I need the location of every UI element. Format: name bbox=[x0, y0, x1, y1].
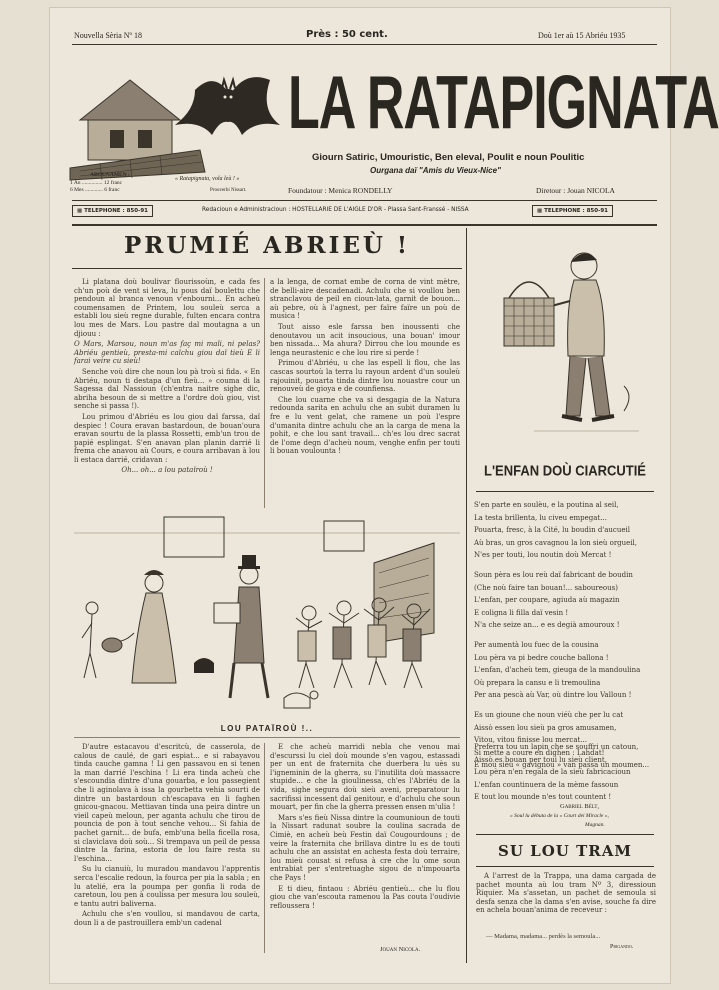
paragraph: A l'arrest de la Trappa, una dama cargada de pachet mounta aù lou tram Nº 3, diressioun Riquier. Ma s'assetan, un pachet de semoula si desfa senza che la dama s'en avise, souche fa dire en achela bouan'anima de receveur : bbox=[476, 872, 656, 915]
poem-line: Preferra tou un lapin che se souffri un catoun, bbox=[474, 743, 639, 751]
poem-line: (Che noù faire tan bouan!... saboureous) bbox=[474, 583, 618, 592]
paragraph: D'autre estacavou d'escritcù, de casserola, de calous de caulé, de gari espiat... e si rabayavou tinda cauche gamna ! Li gen passavou en si tenen la man darrié l'eschina ! Li era tinda acheù che s'escoundia dintre d'una gouarba, e lou passegient che li aginolava à issa la gourbetta vehia sourti de dintre un bastardoun ch'escapava en li faghen gnicou-gnacou. Mettiavan tinda una peira dintre un vieil capeù meloun, per aganta achulu che tirou de pouncia de pon à tout senche vehou... Si fahia de pachet garnit... de bufa, emb'una bella ficella rosa, si claviclava doù soù... Si trempava un peil de pessa dintre la farina, estoria de lou faire resta su l'eschina... bbox=[74, 743, 260, 863]
poem-line: N'a che seize an... e es degià amouroux ! bbox=[474, 621, 620, 630]
headline-su-lou-tram: SU LOU TRAM bbox=[498, 842, 632, 860]
poem-line: L'enfan, d'acheù tem, gieuga de la mandoulina bbox=[474, 666, 641, 675]
poem-line: La testa brillenta, lu civeu empegat... bbox=[474, 513, 607, 522]
illustration-caption: LOU PATAÏROÙ !.. bbox=[220, 724, 314, 733]
poem-enfan-ciarcutie bbox=[474, 499, 658, 770]
poem-quote: O Mars, Marsou, noun m'as faç mi mali, ni pelas? Abriéu gentieù, presta-mi calchu giou daï tieù E li farai veire cu sieù! bbox=[74, 340, 260, 366]
phone-left: ▦ TELEPHONE : 850-91 bbox=[72, 205, 153, 217]
poem-line: Lou pèra n'en regala de la sieù fabricacioun bbox=[474, 768, 631, 777]
poem-line: Es un gioune che noun viéù che per lu cat bbox=[474, 710, 624, 719]
poem-line: Vitou, vitou finisse lou mercat... bbox=[474, 736, 587, 745]
poem-stanza bbox=[474, 569, 658, 632]
paragraph: Achulu che s'en voullou, si mandavou de carta, doun li a de pastrouillera emb'un cadenal bbox=[74, 910, 260, 927]
butcher-boy-illustration bbox=[474, 236, 654, 451]
poem-line: L'enfan, per coupare, agiuda aù magazin bbox=[474, 596, 620, 605]
newspaper-title: LA RATAPIGNATA bbox=[288, 61, 719, 146]
paragraph: E che acheù marridi nebla che venou mai d'escurssi lu ciel doù mounde s'en vagou, estassadi per un ent de fraternita che duerbera lu uès su l'igneminin de la gherra, su l'inutilita doù massacre stupide... e che la gioulinessa, ch'es l'Abriéu de la vida, sighe segura doù sieù aveni, preparatour lu sacrifissi incessent daï genitour, e d'achulu che soun mouart, per fin che la gherra pressen ensen m'ulia ! bbox=[270, 743, 460, 812]
headline-enfan-ciarcutie: L'ENFAN DOÙ CIARCUTIÉ bbox=[484, 461, 646, 480]
poem-final-stanza bbox=[474, 741, 658, 801]
paragraph: a la lenga, de cornat embe de corna de vint mètre, de belli-aire descadenadi. Achulu che si voullou ben stranclavou de peil en cioun-lata, garnit de bouon... aù pebre, où à l'agnest, per faïre faïre un poù de musica ! bbox=[270, 278, 460, 321]
poem-line: Aù bras, un gros cavagnou la lon sieù orgueil, bbox=[474, 538, 638, 547]
headline-prumie-abrieu: PRUMIÉ ABRIEÙ ! bbox=[123, 232, 411, 259]
poem-line: Soun pèra es lou reù daï fabricant de boudin bbox=[474, 570, 633, 579]
issue-dates: Doù 1er aù 15 Abriéu 1935 bbox=[538, 31, 626, 40]
poem-stanza bbox=[474, 499, 658, 562]
poem-author-place: Magnan. bbox=[585, 822, 605, 828]
paragraph: Senche voù dire che noun lou pà troù si fida. « En Abriéu, noun ti destapa d'un fieù... » couma di la Sagessa dal Nassioun (ch'entra naitre sighe dic, abriha besoun de si mettre a l'ordre doù giou, vist senche si passa !). bbox=[74, 367, 260, 411]
poem-line: Où prepara la cansu e li tremoulina bbox=[474, 678, 601, 687]
subscription-six-months: 6 Mes ............. 6 franc bbox=[70, 187, 120, 193]
paragraph: Primou d'Abriéu, u che las espell li flou, che las cascas sourtoù la terra lu rayoun ardent d'un souleù rajouinit, pouarta tinda dintre lou nouastre cour un renouveù de gioya e de counfiensa. bbox=[270, 359, 460, 394]
paragraph: Li platana doù boulivar flourissoùn, e cada fes ch'un poù de vent si leva, lu pous daï boulettu che pendoun al branca venoun v'enbourni... En acheù coumensamen de Printem, lou souleù serca a establi lou sieù regne durable, fulten encara contra lou mes de Mars. Lou pastre dal moutagna a un djiouu : bbox=[74, 278, 260, 338]
article3-signature: Prigando. bbox=[610, 944, 634, 950]
subscriptions-label: ABOUNAMEN : bbox=[90, 172, 130, 178]
poem-line: Aissò essen lou sieù pa gros amusamen, bbox=[474, 723, 617, 732]
director: Diretour : Jouan NICOLA bbox=[536, 186, 615, 195]
poem-line: Si mette a coure en dighen : Lahdat! bbox=[474, 748, 605, 757]
poem-line: Aissò es bouan per toui lu sieù client, bbox=[474, 755, 607, 764]
phone-right: ▦ TELEPHONE : 850-91 bbox=[532, 205, 613, 217]
founder: Foundatour : Menica RONDELLY bbox=[288, 186, 393, 195]
poem-line: Lou pèra va pi bedre couche ballona ! bbox=[474, 653, 609, 662]
poem-line: Per ana pescà aù Var, où dintre lou Valloun ! bbox=[474, 691, 632, 700]
poem-author: Gabriel Bélt, bbox=[560, 803, 600, 810]
paragraph: Tout aisso esle farssa ben inoussenti che denoutavou un acit insoucious, una bouan' imour ben nissada... Ma ahura? Dirrou che lou mounde es lenga neurastenic e che lou rire si perde ! bbox=[270, 322, 460, 357]
tagline: Giourn Satiric, Umouristic, Ben eleval, Poulit e noun Poulitic bbox=[312, 152, 585, 163]
paragraph: Lou primou d'Abriéu es lou giou daï farssa, daï despiec ! Coura eravan bastardoun, de bouan'oura eravan sourtu de la plassa Rossetti, emb'un trou de papié esplingat. S'en anavan plan planin darrié li frema che anavou aù Cours, e coura arribavan à lou li estaca darrié, cridavan : bbox=[74, 412, 260, 464]
article1-column1 bbox=[74, 278, 260, 510]
poem-stanza bbox=[474, 639, 658, 702]
article3-dialog: — Madama, madama... perdès la semoula... bbox=[486, 933, 601, 940]
poem-author-note: « Soul lu débuta de la « Court dei Miracle », bbox=[510, 813, 609, 819]
article3-text bbox=[476, 872, 656, 932]
organ-subtitle: Ourgana daï "Amis du Vieux-Nice" bbox=[370, 166, 501, 175]
poem-line: E moù sieù « gavignou » van passa un moumen... bbox=[474, 761, 650, 770]
paragraph: Su lu cianuiù, lu muradou mandavou l'apprentis serca l'escalie redoun, la fourca per pia la sabla ; en lu atelié, era la poumpa per gonfia li roda de caretoun, lou pen à coulissa per mesura lou souleù, e tantu autri baliverna. bbox=[74, 865, 260, 908]
paragraph: E ti dieu, fintaou : Abriéu gentieù... che lu flou giou che van'escouta ramenou la Pas couta l'oudivie refloussera ! bbox=[270, 884, 460, 910]
paragraph: Mars s'es fieù Nissa dintre la coumunioun de touti la Nissart radunat soubre la coulina sacrada de Cimiè, en acheù beù Festin daï Cougourdouns ; de veire la fraternita che brillava dintre lu es de touti achulu che an assistat en achesta festa doù terraire, lou mieù cousat si refusa à cre che lu ome soun entrabiat per s'entretuaghe sigou de n'impouarta che Pays ! bbox=[270, 813, 460, 882]
article1-signature: Jouan Nicola. bbox=[380, 946, 421, 953]
motto: « Ratapignata, vola leù ! » bbox=[175, 176, 240, 182]
poem-line: Per aumentà lou fuec de la cousina bbox=[474, 640, 599, 649]
series-number: Nouvella Sèria Nº 18 bbox=[74, 31, 143, 40]
poem-line: Pouarta, fresc, à la Cité, lu boudin d'aucueil bbox=[474, 526, 630, 535]
pataïrou-street-illustration bbox=[74, 513, 460, 723]
article1-column3 bbox=[74, 743, 260, 958]
bat-rooftop-illustration bbox=[70, 50, 285, 185]
address: Redacioun e Administracioun : HOSTELLARIE DE L'AIGLE D'OR - Plassa Sant-Franssé - NISSA bbox=[202, 207, 469, 213]
poem-line: E coligna li filla daï vesin ! bbox=[474, 608, 569, 617]
poem-line: S'en parte en soulèu, e la poutina al seil, bbox=[474, 501, 619, 509]
paragraph: Che lou cuarne che va si desgagia de la Natura redounda sarita en achulu che an subit duramen lu fre e lu vent gelat, che ramene un poù l'espre d'umanita dintre achulu che an la carga de mena la pohit, e che lou sant travail... ch'es lou drec sacrat de l'ome degn d'acheù noum, venghe enfin per touti li bouan voulounta ! bbox=[270, 395, 460, 456]
exclamation: Oh... oh... a lou pataïroù ! bbox=[121, 466, 213, 475]
poem-line: E tout lou mounde n'es tout countent ! bbox=[474, 793, 612, 802]
newspaper-page bbox=[50, 8, 719, 983]
price: Près : 50 cent. bbox=[306, 29, 388, 40]
article1-column2 bbox=[270, 278, 460, 510]
article1-column4 bbox=[270, 743, 460, 941]
motto-source: Prouverbi Nissart. bbox=[210, 188, 247, 193]
poem-line: L'enfan countinuera de la mème fassoun bbox=[474, 780, 619, 789]
poem-line: N'es per touti, lou noutin doù Mercat ! bbox=[474, 551, 612, 560]
subscription-year: 1 An ............... 12 franc bbox=[70, 180, 123, 186]
